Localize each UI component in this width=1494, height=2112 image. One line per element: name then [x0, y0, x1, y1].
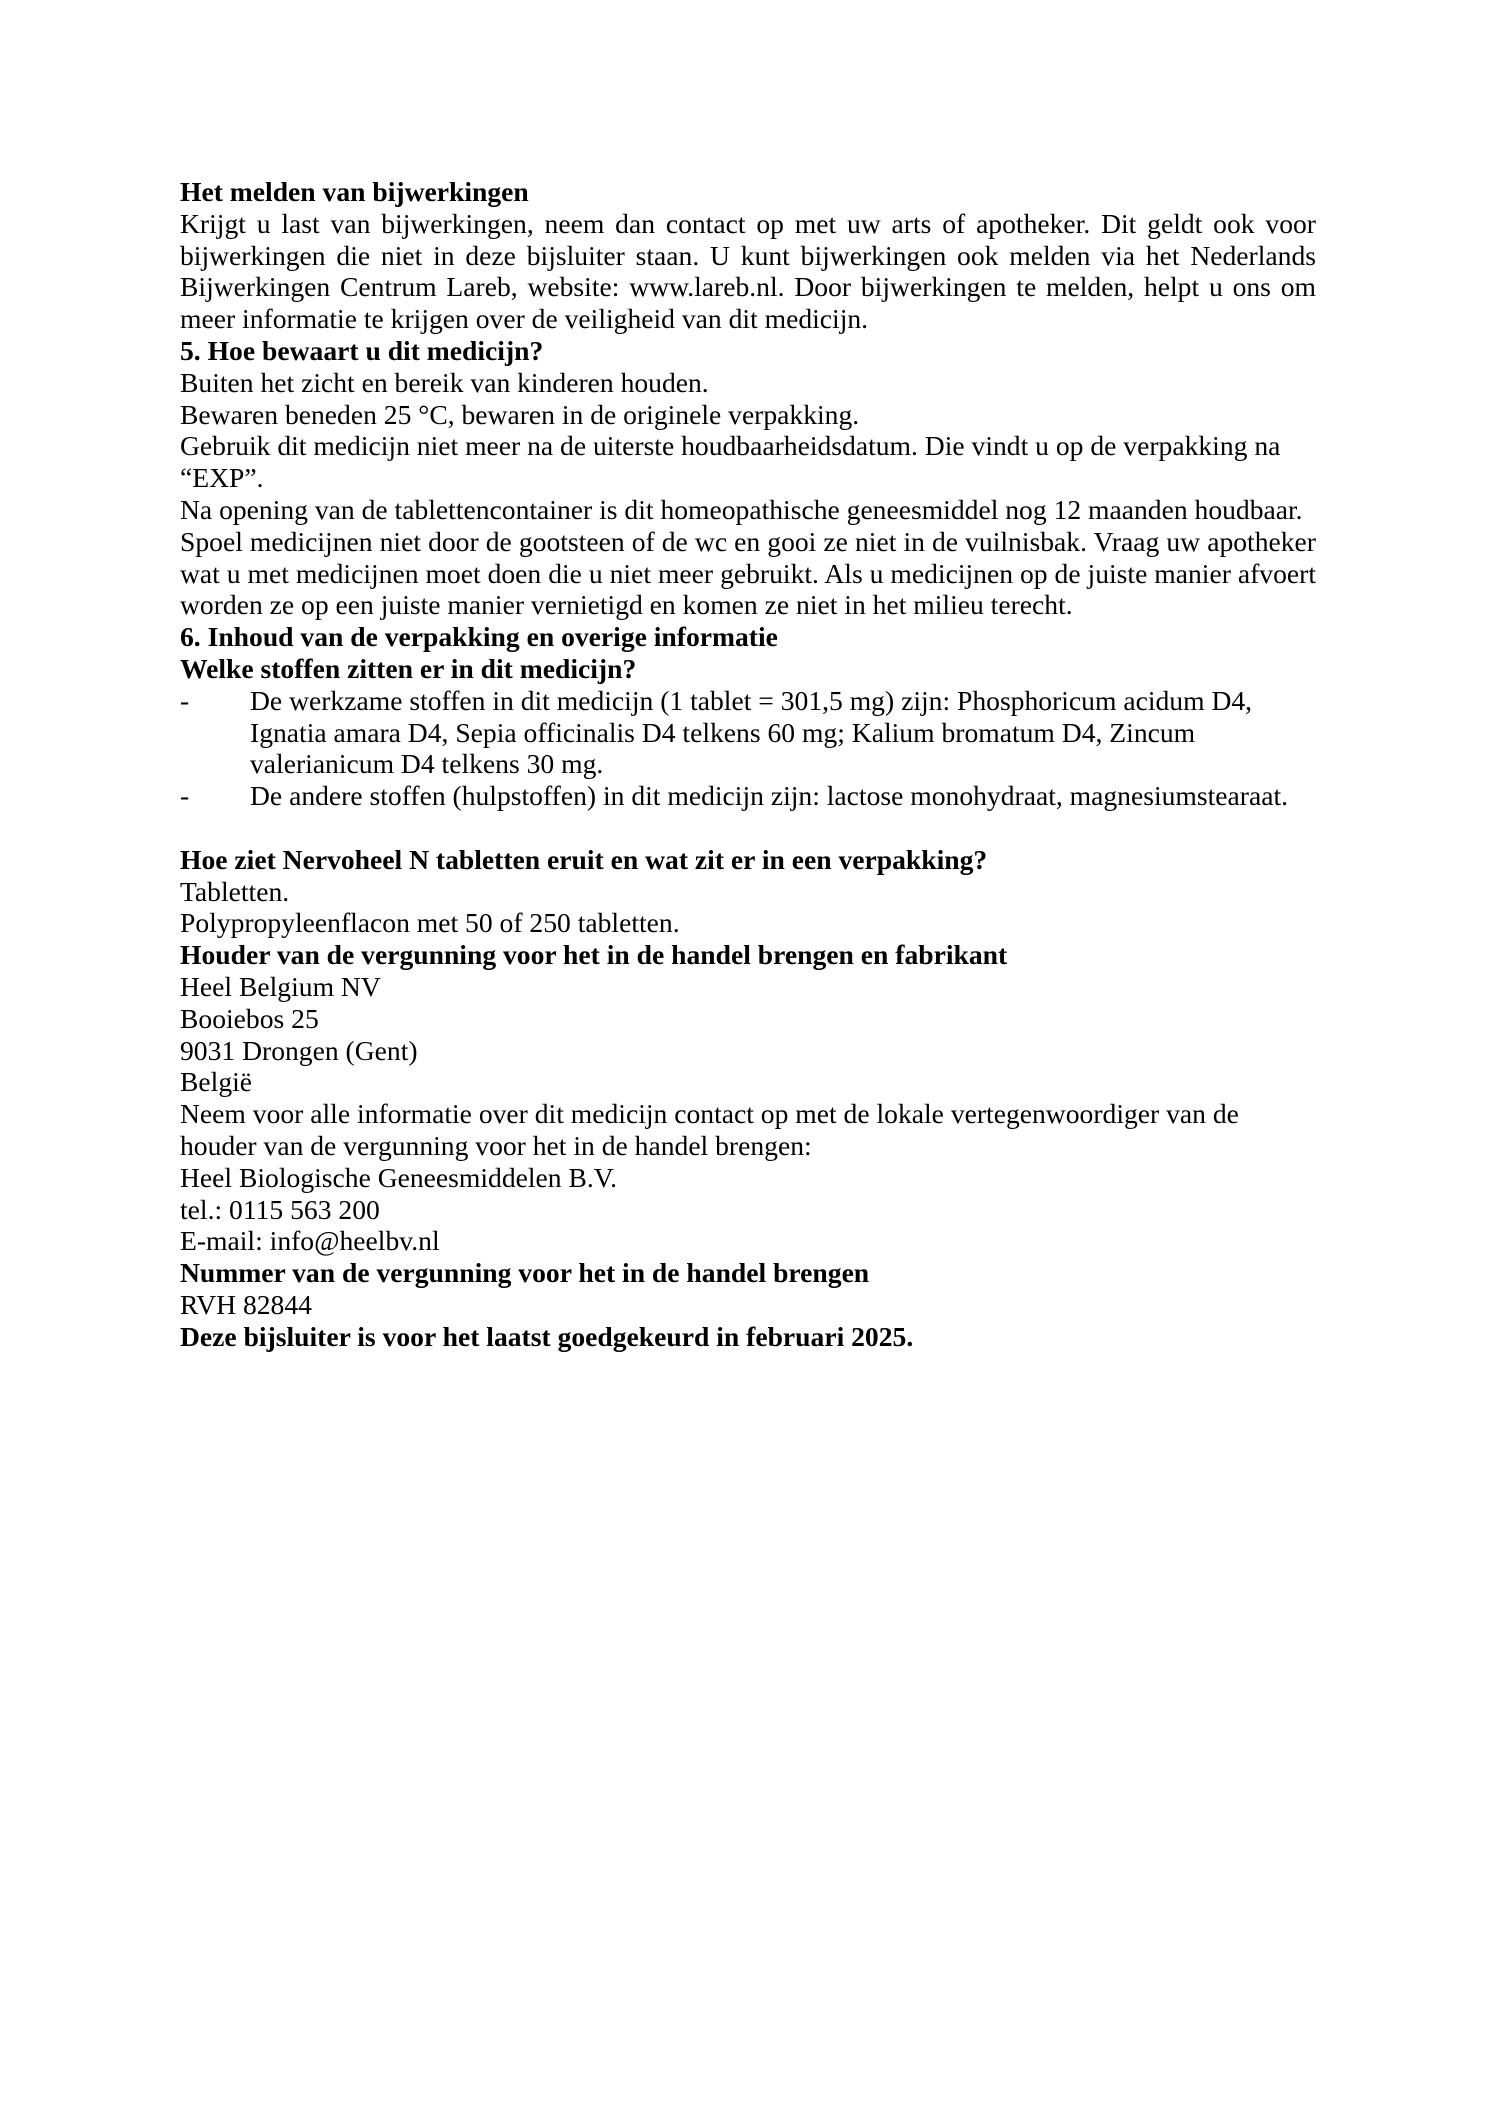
representative-phone: tel.: 0115 563 200 [180, 1193, 380, 1225]
license-holder-country: België [180, 1066, 253, 1098]
license-holder-street: Booiebos 25 [180, 1002, 319, 1034]
reporting-side-effects-paragraph: Krijgt u last van bijwerkingen, neem dan contact op met uw arts of apotheker. Dit geldt ook voor bijwerkingen die niet in deze bijsluiter staan. U kunt bijwerkingen ook melden via het Nederlands Bijwerkingen Centrum Lareb, website: www.lareb.nl. Door bijwerkingen te melden, helpt u ons om meer informatie te krijgen over de veiligheid van dit medicijn. [180, 207, 1316, 335]
contact-intro-paragraph: Neem voor alle informatie over dit medicijn contact op met de lokale vertegenwoordiger van de houder van de vergunning voor het in de handel brengen: [180, 1098, 1239, 1161]
representative-email: E-mail: info@heelbv.nl [180, 1225, 440, 1257]
license-number-value: RVH 82844 [180, 1288, 312, 1320]
representative-name: Heel Biologische Geneesmiddelen B.V. [180, 1161, 618, 1193]
appearance-heading: Hoe ziet Nervoheel N tabletten eruit en wat zit er in een verpakking? [180, 843, 988, 875]
license-holder-heading: Houder van de vergunning voor het in de handel brengen en fabrikant [180, 939, 1008, 971]
license-number-heading: Nummer van de vergunning voor het in de handel brengen [180, 1257, 870, 1289]
license-holder-name: Heel Belgium NV [180, 970, 381, 1002]
keep-out-of-reach-paragraph: Buiten het zicht en bereik van kinderen houden. [180, 366, 709, 398]
bullet-dash: - [180, 684, 190, 716]
appearance-line: Tabletten. [180, 875, 290, 907]
bullet-dash: - [180, 780, 190, 812]
other-substances-text: De andere stoffen (hulpstoffen) in dit medicijn zijn: lactose monohydraat, magnesiumstearaat. [250, 780, 1289, 812]
list-item [180, 780, 1316, 812]
section-6-heading: 6. Inhoud van de verpakking en overige informatie [180, 621, 778, 653]
approval-statement: Deze bijsluiter is voor het laatst goedgekeurd in februari 2025. [180, 1320, 914, 1352]
disposal-paragraph: Spoel medicijnen niet door de gootsteen of de wc en gooi ze niet in de vuilnisbak. Vraag uw apotheker wat u met medicijnen moet doen die u niet meer gebruikt. Als u medicijnen op de juiste manier afvoert worden ze op een juiste manier vernietigd en komen ze niet in het milieu terecht. [180, 525, 1316, 621]
list-item [180, 685, 1316, 780]
reporting-side-effects-heading: Het melden van bijwerkingen [180, 176, 529, 207]
substances-heading: Welke stoffen zitten er in dit medicijn? [180, 652, 637, 684]
appearance-line: Polypropyleenflacon met 50 of 250 tabletten. [180, 907, 680, 939]
active-substances-text: De werkzame stoffen in dit medicijn (1 tablet = 301,5 mg) zijn: Phosphoricum acidum D4, Ignatia amara D4, Sepia officinalis D4 telkens 60 mg; Kalium bromatum D4, Zincum valerianicum D4 telkens 30 mg. [250, 684, 1253, 780]
license-holder-city: 9031 Drongen (Gent) [180, 1034, 418, 1066]
expiry-paragraph: Gebruik dit medicijn niet meer na de uiterste houdbaarheidsdatum. Die vindt u op de verpakking na “EXP”. [180, 430, 1281, 494]
after-opening-paragraph: Na opening van de tablettencontainer is dit homeopathische geneesmiddel nog 12 maanden houdbaar. [180, 493, 1303, 525]
storage-conditions-paragraph: Bewaren beneden 25 °C, bewaren in de originele verpakking. [180, 398, 860, 430]
section-5-heading: 5. Hoe bewaart u dit medicijn? [180, 334, 544, 366]
